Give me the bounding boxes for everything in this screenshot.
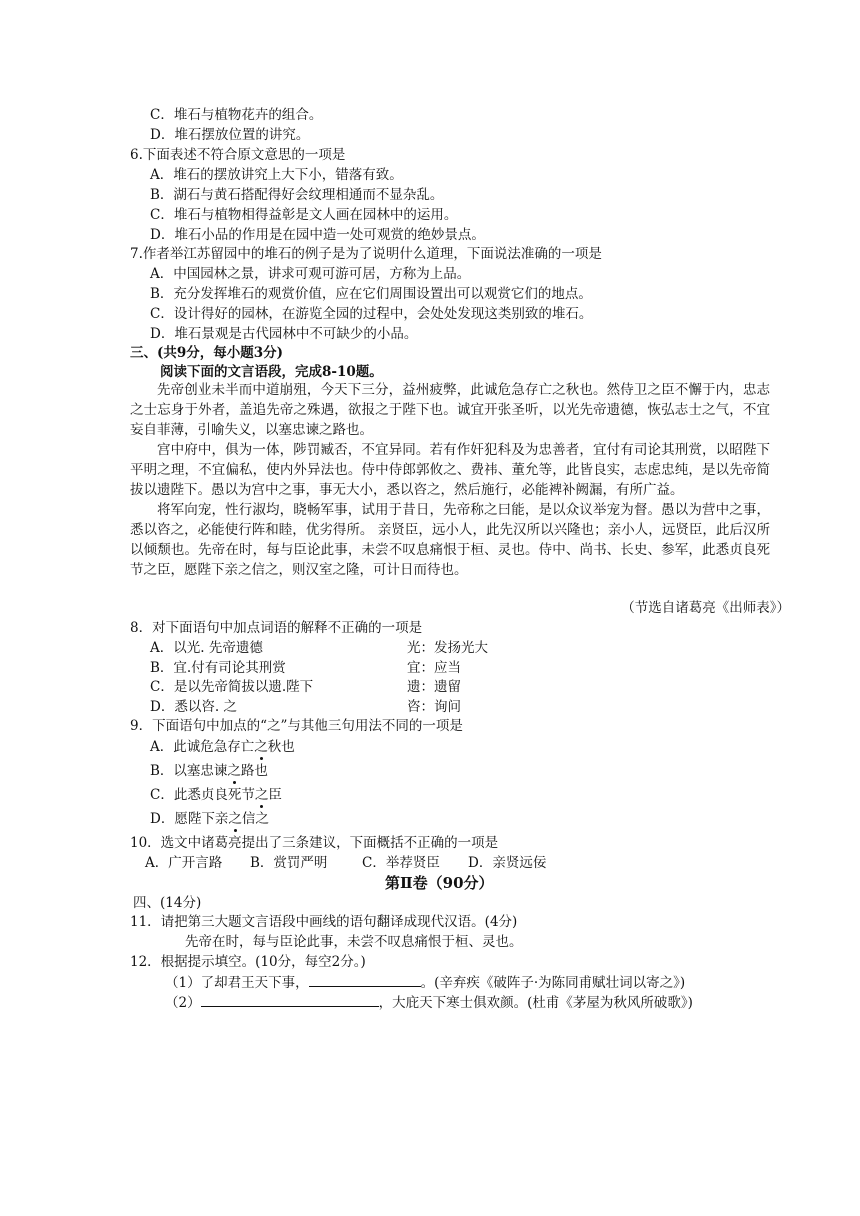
passage-paragraph-3: 将军向宠，性行淑均，晓畅军事，试用于昔日，先帝称之曰能，是以众议举宠为督。愚以为营中之事，悉以咨之，必能使行阵和睦，优劣得所。 亲贤臣，远小人，此先汉所以兴隆也；亲小人，远贤臣，此后汉所以倾颓也。先帝在时，每与臣论此事，未尝不叹息痛恨于桓、灵也。侍中、尚书、长史、参军，此悉贞良死节之臣，愿陛下亲之信之，则汉室之隆，可计日而待也。 bbox=[130, 502, 770, 578]
q9-option-c-dotted: 之 bbox=[254, 787, 269, 803]
q9-option-b-post: 路也 bbox=[240, 763, 268, 779]
q8-stem: 8．对下面语句中加点词语的解释不正确的一项是 bbox=[130, 620, 423, 636]
q9-option-d-pre: D．愿陛下亲 bbox=[150, 811, 229, 827]
q9-option-d-dotted: 之 bbox=[228, 811, 242, 827]
passage-paragraph-1: 先帝创业未半而中道崩殂，今天下三分，益州疲弊，此诚危急存亡之秋也。然侍卫之臣不懈于内，忠志之士忘身于外者，盖追先帝之殊遇，欲报之于陛下也。诚宜开张圣听，以光先帝遗德，恢弘志士之气，不宜妄自菲薄，引喻失义，以塞忠谏之路也。 bbox=[130, 382, 770, 438]
q12-item-1 bbox=[165, 972, 685, 993]
q9-option-a-post: 秋也 bbox=[267, 739, 295, 755]
q8-option-a-gloss: 光：发扬光大 bbox=[407, 640, 488, 656]
q9-option-a-pre: A．此诚危急存亡 bbox=[150, 739, 255, 755]
q5-option-c: C．堆石与植物花卉的组合。 bbox=[150, 107, 323, 123]
q6-stem: 6.下面表述不符合原文意思的一项是 bbox=[130, 147, 346, 163]
q9-stem: 9．下面语句中加点的“之”与其他三句用法不同的一项是 bbox=[130, 718, 463, 734]
q9-option-c-pre: C．此悉贞良死节 bbox=[150, 787, 255, 803]
q6-option-a: A．堆石的摆放讲究上大下小，错落有致。 bbox=[150, 167, 403, 183]
q8-option-a: A．以光. 先帝遗德 bbox=[150, 640, 263, 656]
q12-item-1-number: （1） bbox=[165, 975, 201, 991]
q10-option-a: A．广开言路 bbox=[145, 855, 223, 871]
q10-option-b: B．赏罚严明 bbox=[250, 855, 328, 871]
part2-title: 第Ⅱ卷（90分） bbox=[385, 874, 494, 892]
q12-item-1-blank[interactable] bbox=[309, 972, 421, 987]
q11-stem: 11．请把第三大题文言语段中画线的语句翻译成现代汉语。(4分) bbox=[130, 914, 518, 930]
q9-option-c bbox=[150, 785, 282, 805]
passage-source: （节选自诸葛亮《出师表》） bbox=[621, 600, 790, 616]
q12-stem: 12．根据提示填空。(10分，每空2分。) bbox=[130, 954, 366, 970]
q8-option-c: C．是以先帝简拔以遗.陛下 bbox=[150, 679, 314, 695]
q6-option-c: C．堆石与植物相得益彰是文人画在园林中的运用。 bbox=[150, 207, 458, 223]
q8-option-d-gloss: 咨：询问 bbox=[407, 699, 461, 715]
q12-item-2-suffix: ，大庇天下寒士俱欢颜。(杜甫《茅屋为秋风所破歌》) bbox=[378, 995, 693, 1011]
q5-option-d: D．堆石摆放位置的讲究。 bbox=[150, 127, 310, 143]
q9-option-b bbox=[150, 761, 268, 781]
q7-stem: 7.作者举江苏留园中的堆石的例子是为了说明什么道理，下面说法准确的一项是 bbox=[130, 246, 602, 262]
q10-option-d: D．亲贤远佞 bbox=[468, 855, 547, 871]
q12-item-2-blank[interactable] bbox=[201, 992, 379, 1007]
q9-option-b-pre: B．以塞忠谏 bbox=[150, 763, 228, 779]
q8-option-d: D．悉以咨. 之 bbox=[150, 699, 237, 715]
q9-option-a-dotted: 之 bbox=[254, 739, 268, 755]
q7-option-d: D．堆石景观是古代园林中不可缺少的小品。 bbox=[150, 326, 418, 342]
q11-sentence: 先帝在时，每与臣论此事，未尝不叹息痛恨于桓、灵也。 bbox=[185, 934, 523, 950]
q7-option-a: A．中国园林之景，讲求可观可游可居，方称为上品。 bbox=[150, 266, 471, 282]
q12-item-2 bbox=[165, 992, 693, 1013]
q9-option-a bbox=[150, 737, 295, 757]
q9-option-d bbox=[150, 809, 269, 829]
section3-heading: 三、(共9分，每小题3分) bbox=[130, 345, 284, 361]
q10-stem: 10．选文中诸葛亮提出了三条建议，下面概括不正确的一项是 bbox=[130, 835, 499, 851]
q12-item-1-prefix: 了却君王天下事， bbox=[200, 975, 309, 991]
q7-option-b: B．充分发挥堆石的观赏价值，应在它们周围设置出可以观赏它们的地点。 bbox=[150, 286, 592, 302]
q9-option-c-post: 臣 bbox=[268, 787, 282, 803]
q7-option-c: C．设计得好的园林，在游览全园的过程中，会处处发现这类别致的堆石。 bbox=[150, 306, 593, 322]
q10-option-c: C．举荐贤臣 bbox=[362, 855, 440, 871]
q8-option-b-gloss: 宜：应当 bbox=[407, 660, 461, 676]
q12-item-1-suffix: 。(辛弃疾《破阵子·为陈同甫赋壮词以寄之》) bbox=[420, 975, 686, 991]
q12-item-2-number: （2） bbox=[165, 995, 201, 1011]
q9-option-b-dotted: 之 bbox=[227, 763, 241, 779]
q6-option-b: B．湖石与黄石搭配得好会纹理相通而不显杂乱。 bbox=[150, 187, 444, 203]
section4-heading: 四、(14分) bbox=[133, 895, 202, 911]
q9-option-d-post: 信之 bbox=[241, 811, 269, 827]
passage-paragraph-2: 宫中府中，俱为一体，陟罚臧否，不宜异同。若有作奸犯科及为忠善者，宜付有司论其刑赏，以昭陛下平明之理，不宜偏私，使内外异法也。侍中侍郎郭攸之、费祎、董允等，此皆良实，志虑忠纯，是以先帝简拔以遗陛下。愚以为宫中之事，事无大小，悉以咨之，然后施行，必能裨补阙漏，有所广益。 bbox=[130, 442, 770, 498]
section3-instruction: 阅读下面的文言语段，完成8-10题。 bbox=[160, 364, 383, 380]
classical-passage bbox=[130, 380, 770, 580]
q6-option-d: D．堆石小品的作用是在园中造一处可观赏的绝妙景点。 bbox=[150, 227, 485, 243]
q8-option-b: B．宜.付有司论其刑赏 bbox=[150, 660, 286, 676]
q8-option-c-gloss: 遗：遗留 bbox=[407, 679, 461, 695]
